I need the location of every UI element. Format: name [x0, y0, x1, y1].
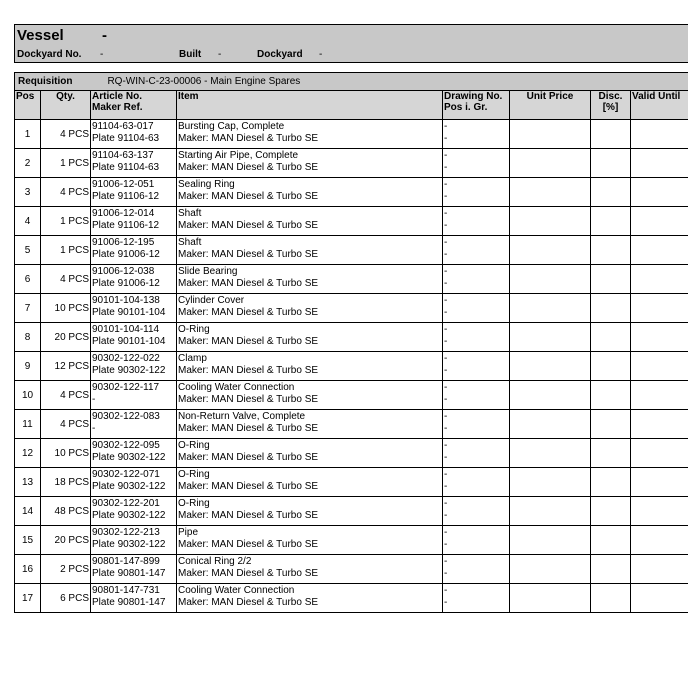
- cell-drawing: [443, 294, 510, 323]
- pos-gr: -: [444, 162, 448, 173]
- article-no: 90801-147-899: [92, 556, 160, 567]
- cell-qty: 4 PCS: [41, 265, 91, 294]
- cell-pos: 15: [15, 526, 41, 555]
- cell-article: [91, 381, 177, 410]
- cell-valid-until: [631, 468, 688, 497]
- table-row: [15, 555, 688, 584]
- item-maker: Maker: MAN Diesel & Turbo SE: [178, 336, 319, 347]
- cell-pos: 11: [15, 410, 41, 439]
- cell-qty: 12 PCS: [41, 352, 91, 381]
- cell-unit-price: [510, 265, 591, 294]
- cell-pos: 14: [15, 497, 41, 526]
- vessel-label: Vessel: [17, 27, 64, 44]
- item-name: Starting Air Pipe, Complete: [178, 150, 299, 161]
- article-no: 91006-12-195: [92, 237, 155, 248]
- cell-disc: [591, 265, 631, 294]
- cell-drawing: [443, 555, 510, 584]
- table-row: [15, 207, 688, 236]
- pos-gr: -: [444, 452, 448, 463]
- maker-ref: Plate 90101-104: [92, 307, 166, 318]
- article-no: 90302-122-071: [92, 469, 160, 480]
- cell-article: [91, 149, 177, 178]
- requisition-value: RQ-WIN-C-23-00006 - Main Engine Spares: [107, 76, 301, 87]
- cell-unit-price: [510, 178, 591, 207]
- cell-unit-price: [510, 236, 591, 265]
- maker-ref: Plate 91006-12: [92, 278, 160, 289]
- maker-ref: -: [92, 394, 96, 405]
- table-row: [15, 265, 688, 294]
- cell-item: [177, 323, 443, 352]
- item-name: O-Ring: [178, 469, 210, 480]
- col-disc: Disc. [%]: [591, 91, 631, 120]
- item-maker: Maker: MAN Diesel & Turbo SE: [178, 191, 319, 202]
- article-no: 90101-104-138: [92, 295, 160, 306]
- cell-qty: 2 PCS: [41, 555, 91, 584]
- cell-unit-price: [510, 439, 591, 468]
- cell-article: [91, 120, 177, 149]
- item-maker: Maker: MAN Diesel & Turbo SE: [178, 220, 319, 231]
- pos-gr: -: [444, 423, 448, 434]
- cell-pos: 16: [15, 555, 41, 584]
- pos-gr: -: [444, 597, 448, 608]
- col-item: Item: [177, 91, 443, 120]
- table-row: [15, 120, 688, 149]
- item-maker: Maker: MAN Diesel & Turbo SE: [178, 423, 319, 434]
- cell-qty: 20 PCS: [41, 526, 91, 555]
- pos-gr: -: [444, 365, 448, 376]
- item-maker: Maker: MAN Diesel & Turbo SE: [178, 510, 319, 521]
- cell-pos: 5: [15, 236, 41, 265]
- cell-pos: 8: [15, 323, 41, 352]
- cell-valid-until: [631, 497, 688, 526]
- item-name: Clamp: [178, 353, 207, 364]
- table-row: [15, 178, 688, 207]
- cell-unit-price: [510, 526, 591, 555]
- cell-valid-until: [631, 149, 688, 178]
- cell-item: [177, 439, 443, 468]
- cell-disc: [591, 555, 631, 584]
- cell-disc: [591, 149, 631, 178]
- cell-drawing: [443, 236, 510, 265]
- maker-ref: Plate 90801-147: [92, 568, 166, 579]
- cell-item: [177, 120, 443, 149]
- cell-pos: 7: [15, 294, 41, 323]
- cell-item: [177, 468, 443, 497]
- cell-unit-price: [510, 207, 591, 236]
- item-maker: Maker: MAN Diesel & Turbo SE: [178, 307, 319, 318]
- cell-valid-until: [631, 120, 688, 149]
- cell-valid-until: [631, 381, 688, 410]
- vessel-value: -: [102, 27, 107, 44]
- pos-gr: -: [444, 278, 448, 289]
- article-no: 90302-122-095: [92, 440, 160, 451]
- cell-disc: [591, 439, 631, 468]
- col-pos: Pos: [15, 91, 41, 120]
- article-no: 90302-122-083: [92, 411, 160, 422]
- cell-qty: 48 PCS: [41, 497, 91, 526]
- pos-gr: -: [444, 539, 448, 550]
- cell-unit-price: [510, 323, 591, 352]
- column-header-row: [15, 91, 688, 120]
- cell-qty: 1 PCS: [41, 207, 91, 236]
- cell-qty: 1 PCS: [41, 236, 91, 265]
- item-name: Non-Return Valve, Complete: [178, 411, 306, 422]
- dockyard-label: Dockyard: [257, 49, 303, 60]
- cell-article: [91, 323, 177, 352]
- item-maker: Maker: MAN Diesel & Turbo SE: [178, 278, 319, 289]
- cell-disc: [591, 381, 631, 410]
- pos-gr: -: [444, 394, 448, 405]
- item-maker: Maker: MAN Diesel & Turbo SE: [178, 394, 319, 405]
- cell-drawing: [443, 207, 510, 236]
- item-name: Cooling Water Connection: [178, 382, 295, 393]
- cell-qty: 18 PCS: [41, 468, 91, 497]
- cell-unit-price: [510, 352, 591, 381]
- item-maker: Maker: MAN Diesel & Turbo SE: [178, 365, 319, 376]
- cell-drawing: [443, 120, 510, 149]
- cell-item: [177, 352, 443, 381]
- cell-pos: 1: [15, 120, 41, 149]
- item-name: Cylinder Cover: [178, 295, 245, 306]
- table-row: [15, 468, 688, 497]
- pos-gr: -: [444, 481, 448, 492]
- cell-unit-price: [510, 294, 591, 323]
- maker-ref: Plate 90302-122: [92, 452, 166, 463]
- article-no: 90302-122-117: [92, 382, 160, 393]
- drawing-no: -: [444, 237, 448, 248]
- cell-qty: 20 PCS: [41, 323, 91, 352]
- cell-qty: 10 PCS: [41, 294, 91, 323]
- table-row: [15, 323, 688, 352]
- cell-article: [91, 236, 177, 265]
- pos-gr: -: [444, 133, 448, 144]
- cell-article: [91, 352, 177, 381]
- item-maker: Maker: MAN Diesel & Turbo SE: [178, 162, 319, 173]
- cell-article: [91, 265, 177, 294]
- pos-gr: -: [444, 568, 448, 579]
- article-no: 91104-63-137: [92, 150, 154, 161]
- built-label: Built: [179, 49, 202, 60]
- cell-unit-price: [510, 584, 591, 613]
- drawing-no: -: [444, 266, 448, 277]
- item-maker: Maker: MAN Diesel & Turbo SE: [178, 133, 319, 144]
- cell-disc: [591, 178, 631, 207]
- table-row: [15, 352, 688, 381]
- drawing-no: -: [444, 295, 448, 306]
- drawing-no: -: [444, 382, 448, 393]
- drawing-no: -: [444, 411, 448, 422]
- maker-ref: Plate 90302-122: [92, 365, 166, 376]
- drawing-no: -: [444, 556, 448, 567]
- cell-drawing: [443, 468, 510, 497]
- vessel-header: [14, 24, 688, 63]
- requisition-row: [15, 73, 688, 91]
- pos-gr: -: [444, 191, 448, 202]
- maker-ref: Plate 91106-12: [92, 220, 160, 231]
- cell-article: [91, 584, 177, 613]
- col-valid-until: Valid Until: [631, 91, 688, 120]
- drawing-no: -: [444, 527, 448, 538]
- item-maker: Maker: MAN Diesel & Turbo SE: [178, 568, 319, 579]
- item-maker: Maker: MAN Diesel & Turbo SE: [178, 452, 319, 463]
- drawing-no: -: [444, 324, 448, 335]
- item-name: Slide Bearing: [178, 266, 238, 277]
- cell-article: [91, 410, 177, 439]
- table-row: [15, 497, 688, 526]
- cell-qty: 6 PCS: [41, 584, 91, 613]
- cell-unit-price: [510, 497, 591, 526]
- cell-item: [177, 584, 443, 613]
- cell-valid-until: [631, 526, 688, 555]
- cell-item: [177, 265, 443, 294]
- cell-item: [177, 207, 443, 236]
- item-maker: Maker: MAN Diesel & Turbo SE: [178, 249, 319, 260]
- cell-disc: [591, 120, 631, 149]
- item-name: Cooling Water Connection: [178, 585, 295, 596]
- cell-article: [91, 178, 177, 207]
- item-maker: Maker: MAN Diesel & Turbo SE: [178, 481, 319, 492]
- item-maker: Maker: MAN Diesel & Turbo SE: [178, 597, 319, 608]
- drawing-no: -: [444, 353, 448, 364]
- cell-disc: [591, 352, 631, 381]
- cell-drawing: [443, 381, 510, 410]
- table-row: [15, 439, 688, 468]
- cell-disc: [591, 497, 631, 526]
- cell-disc: [591, 584, 631, 613]
- article-no: 91006-12-051: [92, 179, 155, 190]
- cell-qty: 4 PCS: [41, 381, 91, 410]
- table-row: [15, 526, 688, 555]
- cell-pos: 17: [15, 584, 41, 613]
- cell-qty: 4 PCS: [41, 120, 91, 149]
- pos-gr: -: [444, 336, 448, 347]
- table-row: [15, 294, 688, 323]
- drawing-no: -: [444, 498, 448, 509]
- pos-gr: -: [444, 220, 448, 231]
- table-row: [15, 236, 688, 265]
- maker-ref: -: [92, 423, 96, 434]
- cell-disc: [591, 468, 631, 497]
- cell-article: [91, 468, 177, 497]
- dockyard-value: -: [319, 49, 323, 60]
- cell-pos: 4: [15, 207, 41, 236]
- cell-pos: 6: [15, 265, 41, 294]
- maker-ref: Plate 91006-12: [92, 249, 160, 260]
- cell-qty: 1 PCS: [41, 149, 91, 178]
- dockyard-no-label: Dockyard No.: [17, 49, 82, 60]
- cell-unit-price: [510, 468, 591, 497]
- cell-item: [177, 497, 443, 526]
- pos-gr: -: [444, 249, 448, 260]
- cell-article: [91, 555, 177, 584]
- cell-valid-until: [631, 410, 688, 439]
- cell-unit-price: [510, 555, 591, 584]
- article-no: 91104-63-017: [92, 121, 154, 132]
- item-name: Sealing Ring: [178, 179, 235, 190]
- cell-valid-until: [631, 294, 688, 323]
- cell-disc: [591, 323, 631, 352]
- cell-valid-until: [631, 555, 688, 584]
- requisition-table: [14, 72, 688, 613]
- maker-ref: Plate 90302-122: [92, 539, 166, 550]
- col-drawing: Drawing No. Pos i. Gr.: [443, 91, 510, 120]
- pos-gr: -: [444, 307, 448, 318]
- col-unit-price: Unit Price: [510, 91, 591, 120]
- table-row: [15, 149, 688, 178]
- cell-pos: 13: [15, 468, 41, 497]
- cell-unit-price: [510, 381, 591, 410]
- item-name: O-Ring: [178, 324, 210, 335]
- cell-disc: [591, 410, 631, 439]
- article-no: 90302-122-213: [92, 527, 160, 538]
- cell-valid-until: [631, 439, 688, 468]
- cell-drawing: [443, 178, 510, 207]
- cell-pos: 3: [15, 178, 41, 207]
- cell-drawing: [443, 497, 510, 526]
- cell-drawing: [443, 149, 510, 178]
- item-name: Shaft: [178, 208, 202, 219]
- article-no: 90302-122-201: [92, 498, 160, 509]
- cell-item: [177, 381, 443, 410]
- cell-disc: [591, 207, 631, 236]
- cell-disc: [591, 236, 631, 265]
- article-no: 91006-12-038: [92, 266, 155, 277]
- requisition-label: Requisition: [18, 76, 73, 87]
- cell-pos: 2: [15, 149, 41, 178]
- item-name: Pipe: [178, 527, 199, 538]
- cell-item: [177, 294, 443, 323]
- cell-article: [91, 294, 177, 323]
- cell-valid-until: [631, 236, 688, 265]
- col-article: Article No. Maker Ref.: [91, 91, 177, 120]
- table-row: [15, 381, 688, 410]
- cell-unit-price: [510, 149, 591, 178]
- cell-drawing: [443, 439, 510, 468]
- item-name: Bursting Cap, Complete: [178, 121, 285, 132]
- built-value: -: [218, 49, 222, 60]
- maker-ref: Plate 90801-147: [92, 597, 166, 608]
- col-qty: Qty.: [41, 91, 91, 120]
- cell-item: [177, 149, 443, 178]
- dockyard-no-value: -: [100, 49, 104, 60]
- cell-valid-until: [631, 265, 688, 294]
- cell-drawing: [443, 410, 510, 439]
- cell-pos: 9: [15, 352, 41, 381]
- cell-drawing: [443, 526, 510, 555]
- maker-ref: Plate 90302-122: [92, 510, 166, 521]
- cell-drawing: [443, 352, 510, 381]
- maker-ref: Plate 90302-122: [92, 481, 166, 492]
- cell-valid-until: [631, 178, 688, 207]
- drawing-no: -: [444, 121, 448, 132]
- cell-valid-until: [631, 323, 688, 352]
- cell-article: [91, 497, 177, 526]
- cell-qty: 10 PCS: [41, 439, 91, 468]
- article-no: 90801-147-731: [92, 585, 160, 596]
- cell-unit-price: [510, 410, 591, 439]
- cell-item: [177, 555, 443, 584]
- item-name: Conical Ring 2/2: [178, 556, 252, 567]
- drawing-no: -: [444, 469, 448, 480]
- cell-drawing: [443, 323, 510, 352]
- pos-gr: -: [444, 510, 448, 521]
- item-maker: Maker: MAN Diesel & Turbo SE: [178, 539, 319, 550]
- cell-item: [177, 526, 443, 555]
- maker-ref: Plate 90101-104: [92, 336, 166, 347]
- cell-item: [177, 178, 443, 207]
- drawing-no: -: [444, 208, 448, 219]
- item-name: O-Ring: [178, 440, 210, 451]
- drawing-no: -: [444, 585, 448, 596]
- maker-ref: Plate 91104-63: [92, 133, 160, 144]
- cell-article: [91, 439, 177, 468]
- cell-valid-until: [631, 207, 688, 236]
- article-no: 90101-104-114: [92, 324, 160, 335]
- cell-valid-until: [631, 352, 688, 381]
- cell-item: [177, 410, 443, 439]
- article-no: 91006-12-014: [92, 208, 155, 219]
- table-row: [15, 584, 688, 613]
- item-name: Shaft: [178, 237, 202, 248]
- item-name: O-Ring: [178, 498, 210, 509]
- table-row: [15, 410, 688, 439]
- cell-valid-until: [631, 584, 688, 613]
- drawing-no: -: [444, 440, 448, 451]
- cell-article: [91, 207, 177, 236]
- maker-ref: Plate 91106-12: [92, 191, 160, 202]
- cell-item: [177, 236, 443, 265]
- cell-disc: [591, 294, 631, 323]
- cell-drawing: [443, 584, 510, 613]
- article-no: 90302-122-022: [92, 353, 160, 364]
- drawing-no: -: [444, 179, 448, 190]
- cell-unit-price: [510, 120, 591, 149]
- cell-drawing: [443, 265, 510, 294]
- maker-ref: Plate 91104-63: [92, 162, 160, 173]
- cell-pos: 12: [15, 439, 41, 468]
- cell-qty: 4 PCS: [41, 178, 91, 207]
- cell-qty: 4 PCS: [41, 410, 91, 439]
- drawing-no: -: [444, 150, 448, 161]
- cell-article: [91, 526, 177, 555]
- cell-pos: 10: [15, 381, 41, 410]
- cell-disc: [591, 526, 631, 555]
